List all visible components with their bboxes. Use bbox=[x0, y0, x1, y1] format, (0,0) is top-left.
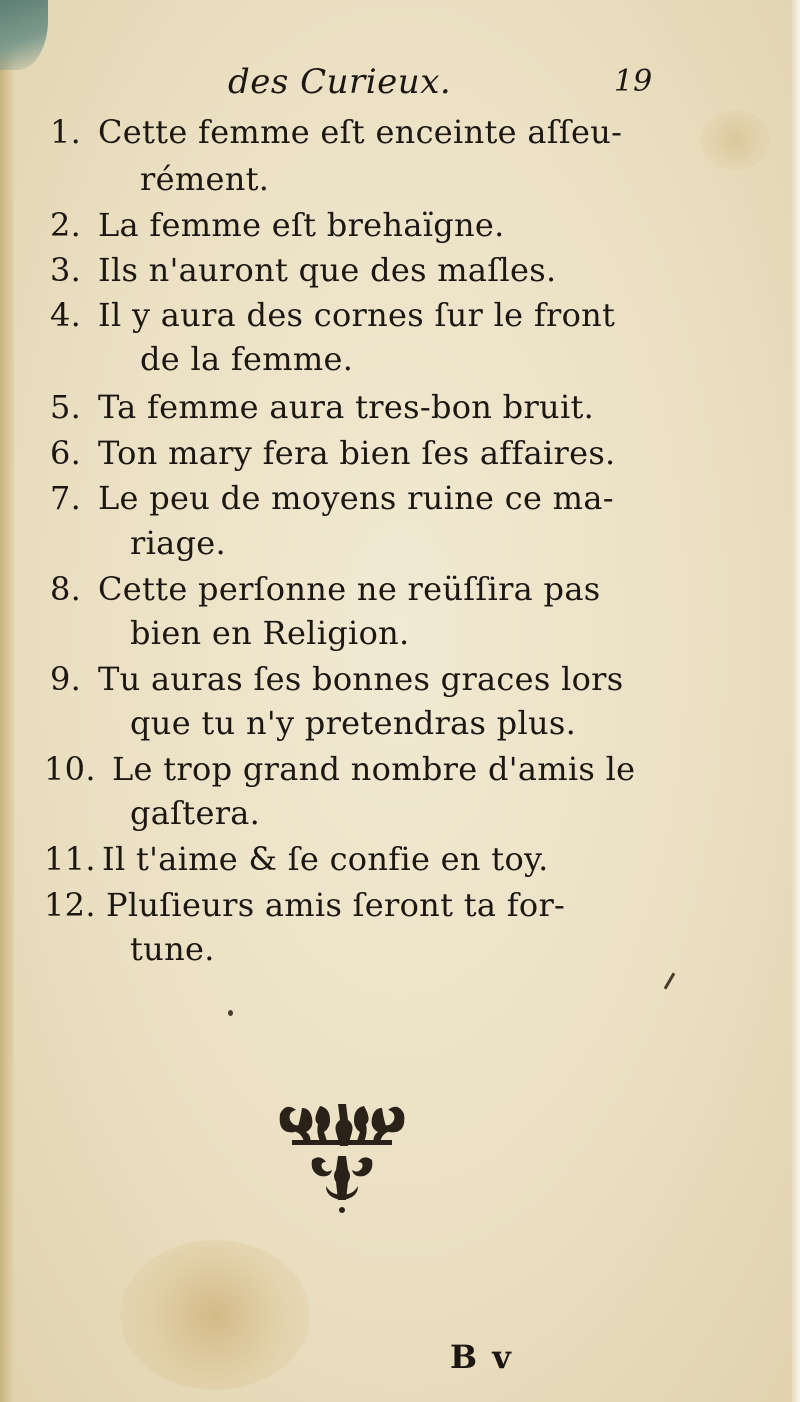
item-text: Le peu de moyens ruine ce ma- bbox=[98, 479, 614, 517]
list-item bbox=[50, 388, 594, 426]
item-number: 10. bbox=[44, 750, 96, 788]
item-continuation: riage. bbox=[130, 524, 227, 562]
page-gutter-edge bbox=[0, 0, 14, 1402]
signature-mark: B v bbox=[450, 1338, 513, 1376]
foxing-stain bbox=[700, 110, 770, 170]
item-text: Ton mary fera bien ſes affaires. bbox=[98, 434, 616, 472]
item-text: Ils n'auront que des maſles. bbox=[98, 251, 557, 289]
item-text: Cette perſonne ne reüſſira pas bbox=[98, 570, 601, 608]
item-number: 4. bbox=[50, 296, 82, 334]
item-number: 9. bbox=[50, 660, 82, 698]
list-item bbox=[50, 660, 624, 698]
item-number: 5. bbox=[50, 388, 82, 426]
list-item bbox=[44, 840, 549, 878]
item-text: Le trop grand nombre d'amis le bbox=[112, 750, 636, 788]
item-text: Il y aura des cornes ſur le front bbox=[98, 296, 616, 334]
item-text: Cette femme eſt enceinte aſſeu- bbox=[98, 113, 623, 151]
item-text: Tu auras ſes bonnes graces lors bbox=[98, 660, 624, 698]
item-continuation: de la femme. bbox=[140, 340, 354, 378]
item-number: 7. bbox=[50, 479, 82, 517]
list-item bbox=[44, 750, 635, 788]
item-text: La femme eſt brehaïgne. bbox=[98, 206, 505, 244]
list-item bbox=[50, 251, 556, 289]
list-item bbox=[50, 296, 615, 334]
list-item bbox=[44, 886, 565, 924]
item-text: Pluſieurs amis ſeront ta for- bbox=[106, 886, 566, 924]
page-number: 19 bbox=[614, 64, 653, 99]
list-item bbox=[50, 570, 600, 608]
item-number: 8. bbox=[50, 570, 82, 608]
item-number: 1. bbox=[50, 113, 82, 151]
item-continuation: tune. bbox=[130, 930, 215, 968]
item-number: 12. bbox=[44, 886, 96, 924]
printers-ornament-icon bbox=[272, 1100, 412, 1220]
list-item bbox=[50, 113, 622, 151]
item-number: 11. bbox=[44, 840, 96, 878]
item-number: 3. bbox=[50, 251, 82, 289]
page-outer-edge bbox=[792, 0, 800, 1402]
running-head: des Curieux. bbox=[228, 62, 452, 102]
item-continuation: gaſtera. bbox=[130, 794, 261, 832]
foxing-stain bbox=[120, 1240, 310, 1390]
item-number: 6. bbox=[50, 434, 82, 472]
item-continuation: bien en Religion. bbox=[130, 614, 410, 652]
list-item bbox=[50, 206, 505, 244]
ink-speck bbox=[228, 1010, 233, 1016]
item-continuation: rément. bbox=[140, 160, 270, 198]
ink-speck bbox=[664, 972, 676, 989]
corner-tab-mark bbox=[0, 0, 48, 70]
item-text: Ta femme aura tres-bon bruit. bbox=[98, 388, 595, 426]
item-number: 2. bbox=[50, 206, 82, 244]
item-text: Il t'aime & ſe confie en toy. bbox=[102, 840, 549, 878]
item-continuation: que tu n'y pretendras plus. bbox=[130, 704, 577, 742]
list-item bbox=[50, 434, 616, 472]
list-item bbox=[50, 479, 614, 517]
